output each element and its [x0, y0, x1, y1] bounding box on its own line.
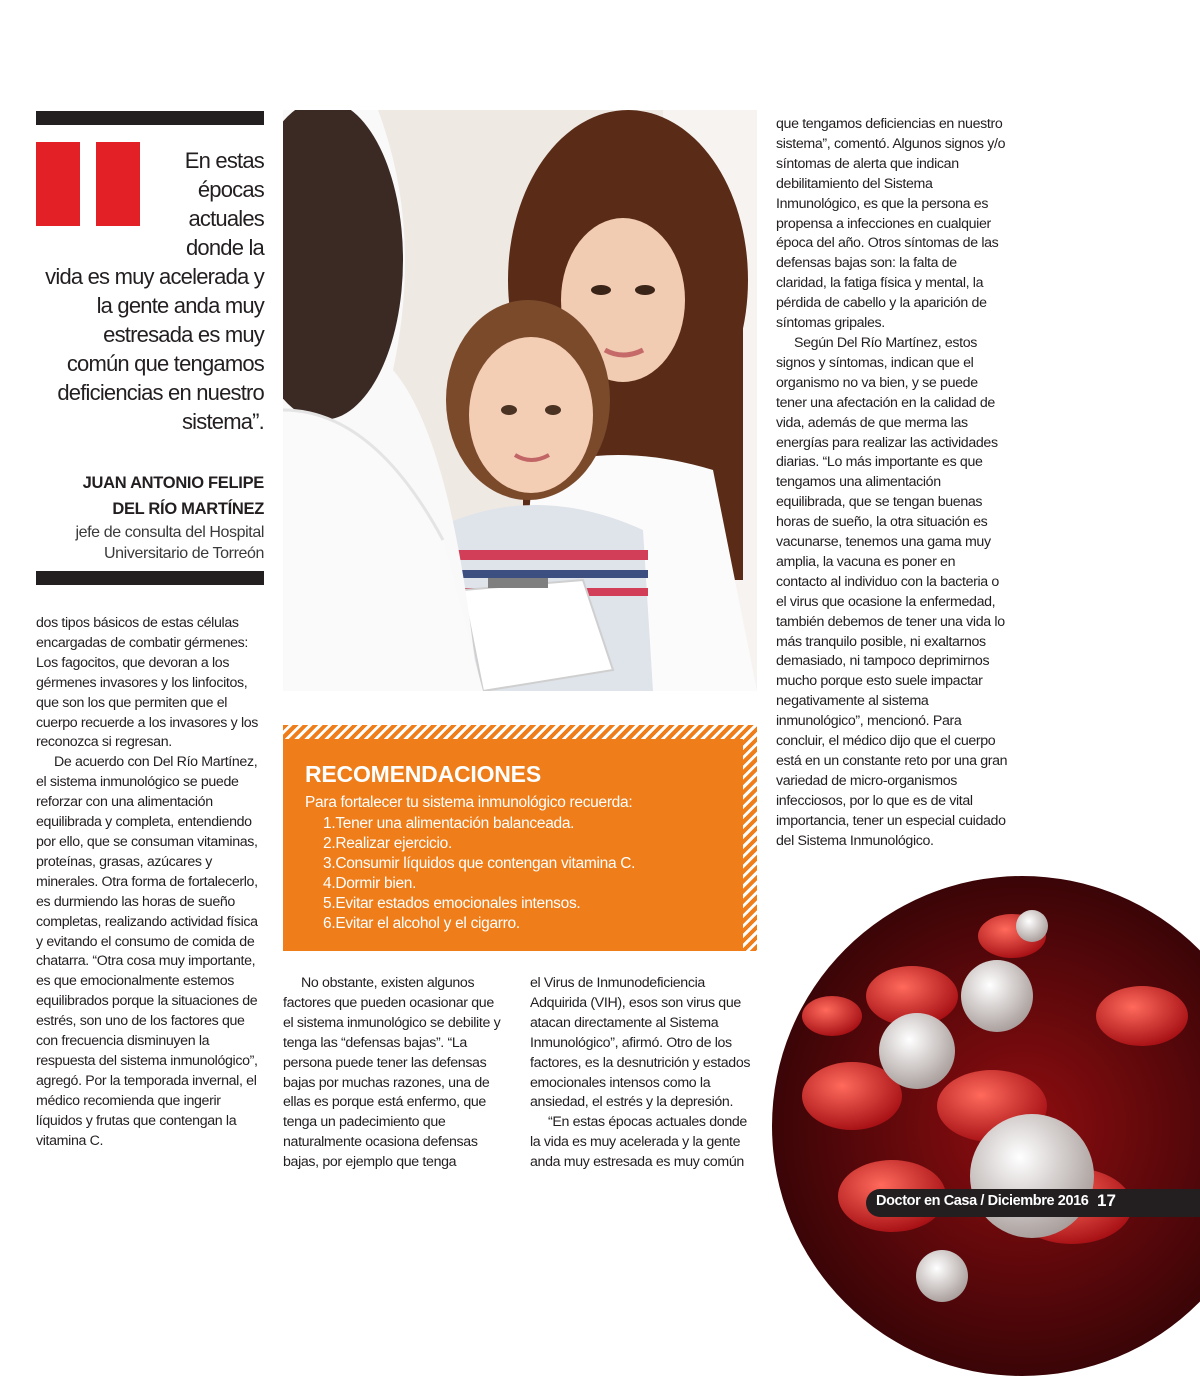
recommendation-item: 1.Tener una alimentación balanceada. — [323, 815, 575, 832]
recommendations-title: RECOMENDACIONES — [305, 761, 541, 787]
recommendation-item: 6.Evitar el alcohol y el cigarro. — [323, 915, 520, 932]
quote-author-line1: JUAN ANTONIO FELIPE — [82, 474, 264, 492]
quote-author-name — [40, 470, 264, 522]
recommendations-intro: Para fortalecer tu sistema inmunológico recuerda: — [305, 794, 633, 811]
article-column-middle-2 — [530, 974, 760, 1173]
recommendations-box — [283, 725, 757, 951]
quote-author-role — [40, 522, 264, 564]
recommendation-item: 5.Evitar estados emocionales intensos. — [323, 895, 581, 912]
footer-publication: Doctor en Casa / Diciembre 2016 — [876, 1193, 1089, 1209]
quote-top-rule — [36, 111, 264, 125]
recommendation-item: 4.Dormir bien. — [323, 875, 417, 892]
quote-mark-space — [40, 146, 150, 262]
doctor-child-mother-photo — [283, 110, 757, 691]
paragraph: que tengamos deficiencias en nuestro sistema”, comentó. Algunos signos y/o síntomas de alerta que indican debilitamiento del Sistema Inmunológico, es que la persona es propensa a infecciones en cualquier época del año. Otros síntomas de las defensas bajas son: la falta de claridad, la fatiga física y mental, la pérdida de cabello y la aparición de síntomas gripales. — [776, 116, 1006, 332]
paragraph: De acuerdo con Del Río Martínez, el sistema inmunológico se puede reforzar con una alimentación equilibrada y completa, entendiendo por ello, que se consuman vitaminas, proteínas, grasas, azúcares y minerales. Otra forma de fortalecerlo, es durmiendo las horas de sueño completas, realizando actividad física y evitando el consumo de comida de chatarra. “Otra cosa muy importante, es que emocionalmente estemos equilibrados porque la situaciones de estrés, son uno de los factores que con frecuencia disminuyen la respuesta del sistema inmunológico”, agregó. Por la temporada invernal, el médico recomienda que ingerir líquidos y frutas que contengan la vitamina C. — [36, 754, 258, 1149]
paragraph: Según Del Río Martínez, estos signos y síntomas, indican que el organismo no va bien, y se puede tener una afectación en la calidad de vida, además de que merma las energías para realizar las actividades diarias. “Lo más importante es que tengamos una alimentación equilibrada, que se tengan buenas horas de sueño, la otra situación es vacunarse, tenemos una gama muy amplia, la vacuna es poner en contacto al individuo con la bacteria o el virus que ocasione la enfermedad, también debemos de tener una vida lo más tranquilo posible, ni exaltarnos demasiado, ni tampoco deprimirnos mucho porque esto suele impactar negativamente al sistema inmunológico”, mencionó. Para concluir, el médico dijo que el cuerpo está en un constante reto por una gran variedad de micro-organismos infecciosos, por lo que es de vital importancia, tener un especial cuidado del Sistema Inmunológico. — [776, 334, 1008, 849]
pull-quote-text — [40, 146, 264, 436]
quote-role-line1: jefe de consulta del Hospital — [75, 524, 264, 541]
paragraph: No obstante, existen algunos factores que pueden ocasionar que el sistema inmunológico se debilite y tenga las “defensas bajas”. “La persona puede tener las defensas bajas por muchas razones, una de ellas es porque está enfermo, que tenga un padecimiento que naturalmente ocasiona defensas bajas, por ejemplo que tenga — [283, 975, 501, 1171]
article-column-middle-1 — [283, 974, 505, 1173]
quote-bottom-rule — [36, 571, 264, 585]
recommendations-panel — [283, 739, 743, 951]
pull-quote-body: En estas épocas actuales donde la vida es muy acelerada y la gente anda muy estresada es muy común que tengamos deficiencias en nuestro sistema”. — [45, 148, 264, 434]
quote-role-line2: Universitario de Torreón — [104, 545, 264, 562]
recommendation-item: 2.Realizar ejercicio. — [323, 835, 452, 852]
paragraph: dos tipos básicos de estas células encargadas de combatir gérmenes: Los fagocitos, que devoran a los gérmenes invasores y los linfocitos, que son los que permiten que el cuerpo recuerde a los invasores y los reconozca si regresan. — [36, 615, 259, 751]
quote-author-line2: DEL RÍO MARTÍNEZ — [112, 500, 264, 518]
paragraph: el Virus de Inmunodeficiencia Adquirida (VIH), esos son virus que atacan directamente al Sistema Inmunológico”, afirmó. Otro de los factores, es la desnutrición y estados emocionales intensos como la ansiedad, el estrés y la depresión. — [530, 975, 751, 1111]
blood-cells-art — [772, 876, 1200, 1376]
recommendation-item: 3.Consumir líquidos que contengan vitamina C. — [323, 855, 636, 872]
article-column-left — [36, 614, 268, 1151]
article-column-right — [776, 115, 1008, 852]
blood-cells-illustration — [772, 876, 1200, 1376]
recommendations-list — [323, 814, 635, 934]
paragraph: “En estas épocas actuales donde la vida es muy acelerada y la gente anda muy estresada es muy común — [530, 1114, 747, 1171]
photo-illustration — [283, 110, 757, 691]
page-number: 17 — [1097, 1191, 1116, 1210]
